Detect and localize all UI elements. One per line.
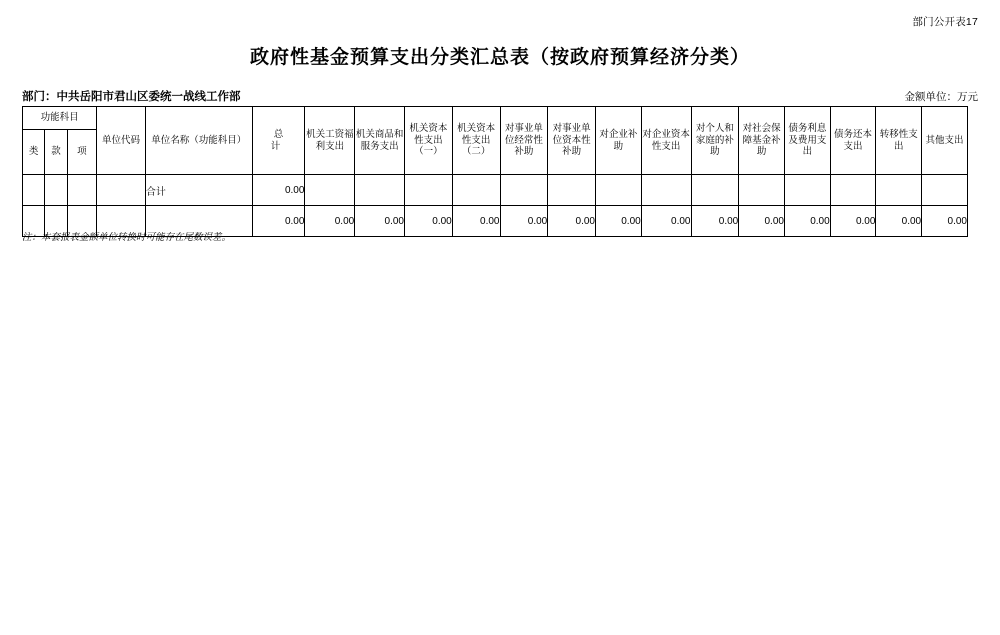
cell-value-8: 0.00	[691, 206, 739, 237]
header-col-1: 机关商品和服务支出	[355, 107, 405, 175]
cell-xiang	[67, 175, 96, 206]
header-unit-name: 单位名称（功能科目）	[145, 107, 252, 175]
cell-value-1	[355, 175, 405, 206]
footnote: 注：本套报表金额单位转换时可能存在尾数误差。	[22, 232, 232, 243]
header-col-8: 对个人和家庭的补助	[691, 107, 739, 175]
cell-value-1: 0.00	[355, 206, 405, 237]
cell-value-11	[830, 175, 876, 206]
header-col-11: 债务还本支出	[830, 107, 876, 175]
department-label: 部门：中共岳阳市君山区委统一战线工作部	[22, 91, 241, 103]
cell-value-3: 0.00	[452, 206, 500, 237]
cell-value-8	[691, 175, 739, 206]
header-total: 总 计	[252, 107, 305, 175]
header-col-13: 其他支出	[922, 107, 968, 175]
header-sub-lei: 类	[23, 130, 45, 175]
header-col-12: 转移性支出	[876, 107, 922, 175]
cell-value-9: 0.00	[739, 206, 785, 237]
header-col-0: 机关工资福利支出	[305, 107, 355, 175]
cell-value-2: 0.00	[405, 206, 453, 237]
header-col-7: 对企业资本性支出	[641, 107, 691, 175]
amount-unit-label: 金额单位：万元	[904, 91, 978, 103]
cell-value-13: 0.00	[922, 206, 968, 237]
cell-value-10: 0.00	[784, 206, 830, 237]
cell-value-9	[739, 175, 785, 206]
cell-total: 0.00	[252, 206, 305, 237]
cell-value-5: 0.00	[548, 206, 596, 237]
cell-value-0	[305, 175, 355, 206]
budget-table	[22, 106, 968, 237]
cell-unit-code	[97, 175, 146, 206]
table-header-group-row	[23, 107, 968, 130]
header-function-subject: 功能科目	[23, 107, 97, 130]
cell-value-4: 0.00	[500, 206, 548, 237]
cell-value-7	[641, 175, 691, 206]
header-col-2: 机关资本性支出（一）	[405, 107, 453, 175]
cell-value-12	[876, 175, 922, 206]
cell-value-6: 0.00	[596, 206, 642, 237]
header-unit-code: 单位代码	[97, 107, 146, 175]
cell-value-0: 0.00	[305, 206, 355, 237]
cell-total: 0.00	[252, 175, 305, 206]
meta-row	[22, 88, 978, 104]
cell-value-2	[405, 175, 453, 206]
cell-unit-name: 合计	[145, 175, 252, 206]
document-code: 部门公开表17	[912, 16, 978, 28]
header-col-6: 对企业补助	[596, 107, 642, 175]
header-col-4: 对事业单位经常性补助	[500, 107, 548, 175]
page-title: 政府性基金预算支出分类汇总表（按政府预算经济分类）	[249, 46, 750, 68]
table-row	[23, 175, 968, 206]
cell-value-6	[596, 175, 642, 206]
cell-value-5	[548, 175, 596, 206]
cell-value-7: 0.00	[641, 206, 691, 237]
cell-value-10	[784, 175, 830, 206]
cell-value-4	[500, 175, 548, 206]
header-sub-xiang: 项	[67, 130, 96, 175]
cell-kuan	[45, 175, 67, 206]
header-col-3: 机关资本性支出（二）	[452, 107, 500, 175]
header-sub-kuan: 款	[45, 130, 67, 175]
cell-value-3	[452, 175, 500, 206]
cell-value-13	[922, 175, 968, 206]
header-col-5: 对事业单位资本性补助	[548, 107, 596, 175]
cell-value-11: 0.00	[830, 206, 876, 237]
cell-value-12: 0.00	[876, 206, 922, 237]
header-col-10: 债务利息及费用支出	[784, 107, 830, 175]
cell-lei	[23, 175, 45, 206]
header-col-9: 对社会保障基金补助	[739, 107, 785, 175]
